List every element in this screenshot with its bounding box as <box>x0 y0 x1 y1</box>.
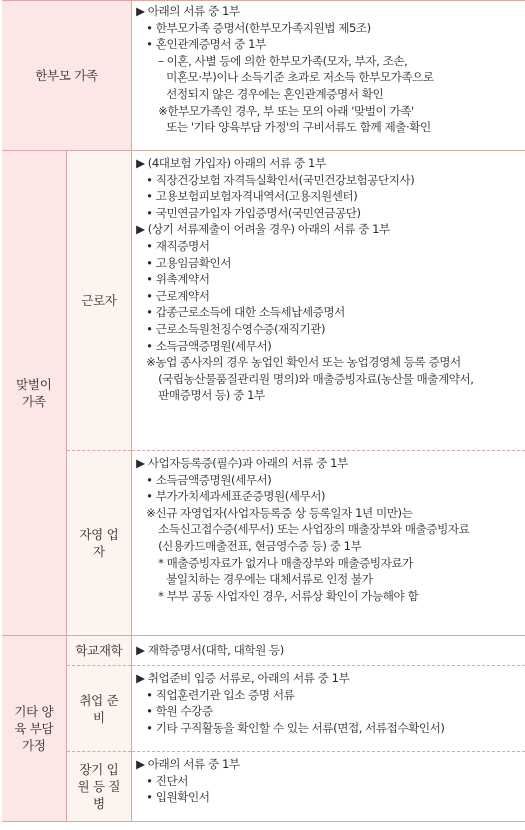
doc-line: • 재직증명서 <box>146 238 210 253</box>
subcategory-job-prep: 취업 준비 <box>66 666 131 752</box>
subcategory-worker: 근로자 <box>66 151 131 451</box>
doc-line: • 직장건강보험 자격득실확인서(국민건강보험공단지사) <box>146 172 415 187</box>
subcategory-self-employed: 자영 업자 <box>66 451 131 636</box>
category-other-burden: 기타 양육 부담 가정 <box>2 636 66 822</box>
doc-line: • 소득금액증명원(세무서) <box>146 472 272 487</box>
doc-line: ※한부모가족인 경우, 부 또는 모의 아래 '맞벌이 가족' <box>158 103 414 118</box>
subcategory-hospital: 장기 입원 등 질병 <box>66 752 131 822</box>
doc-line: • 근로계약서 <box>146 288 210 303</box>
doc-line: * 부부 공동 사업자인 경우, 서류상 확인이 가능해야 함 <box>158 588 419 603</box>
doc-line: • 한부모가족 증명서(한부모가족지원법 제5조) <box>146 20 371 35</box>
doc-line: • 근로소득원천징수영수증(재직기관) <box>146 321 326 336</box>
doc-line: 미혼모·부)이나 소득기준 초과로 저소득 한부모가족으로 <box>166 70 434 85</box>
doc-line: (신용카드매출전표, 현금영수증 등) 중 1부 <box>158 538 362 553</box>
doc-line: 또는 '기타 양육부담 가정'의 구비서류도 함께 제출·확인 <box>166 120 431 135</box>
job-prep-content <box>132 666 525 752</box>
doc-line: ▶ 재학증명서(대학, 대학원 등) <box>136 643 284 658</box>
doc-line: • 소득금액증명원(세무서) <box>146 338 272 353</box>
doc-line: • 진단서 <box>146 773 188 788</box>
doc-line: • 입원확인서 <box>146 790 210 805</box>
doc-line: ※농업 종사자의 경우 농업인 확인서 또는 농업경영체 등록 증명서 <box>146 355 461 370</box>
school-content <box>132 636 525 666</box>
doc-line: 판매증명서 등) 중 1부 <box>158 388 265 403</box>
document-table <box>2 0 525 822</box>
doc-line: • 고용보험피보험자격내역서(고용지원센터) <box>146 189 358 204</box>
doc-line: • 위촉계약서 <box>146 272 210 287</box>
doc-line: 선정되지 않은 경우에는 혼인관계증명서 확인 <box>166 86 384 101</box>
doc-line: ▶ 사업자등록증(필수)과 아래의 서류 중 1부 <box>136 456 348 470</box>
doc-line: • 직업훈련기관 입소 증명 서류 <box>146 687 295 702</box>
doc-line: • 갑종근로소득에 대한 소득세납세증명서 <box>146 305 345 320</box>
doc-line: • 학원 수강증 <box>146 704 213 719</box>
doc-line: • 기타 구직활동을 확인할 수 있는 서류(면접, 서류접수확인서) <box>146 720 445 735</box>
doc-line: 소득신고접수증(세무서) 또는 사업장의 매출장부와 매출증빙자료 <box>158 522 470 537</box>
doc-line: • 혼인관계증명서 중 1부 <box>146 37 266 52</box>
worker-content <box>132 151 525 451</box>
hospital-content <box>132 752 525 822</box>
doc-line: • 고용임금확인서 <box>146 255 231 270</box>
category-single-parent: 한부모 가족 <box>2 1 132 151</box>
single-parent-content <box>132 1 525 151</box>
doc-line: 불일치하는 경우에는 대체서류로 인정 불가 <box>166 572 373 587</box>
doc-line: ▶ 아래의 서류 중 1부 <box>136 757 240 771</box>
doc-line: • 국민연금가입자 가입증명서(국민연금공단) <box>146 205 361 220</box>
doc-line: * 매출증빙자료가 없거나 매출장부와 매출증빙자료가 <box>158 555 413 570</box>
doc-line: – 이혼, 사별 등에 의한 한부모가족(모자, 부자, 조손, <box>158 53 408 68</box>
doc-line: ▶ 취업준비 입증 서류로, 아래의 서류 중 1부 <box>136 671 350 685</box>
doc-line: ▶ (4대보험 가입자) 아래의 서류 중 1부 <box>136 156 326 170</box>
doc-line: • 부가가치세과세표준증명원(세무서) <box>146 489 326 504</box>
doc-line: ▶ (상기 서류제출이 어려울 경우) 아래의 서류 중 1부 <box>136 222 390 237</box>
doc-line: ※신규 자영업자(사업자등록증 상 등록일자 1년 미만)는 <box>146 505 413 520</box>
doc-line: (국립농산물품질관리원 명의)와 매출증빙자료(농산물 매출계약서, <box>158 371 474 386</box>
doc-line: ▶ 아래의 서류 중 1부 <box>136 4 240 18</box>
category-dual-income: 맞벌이 가족 <box>2 151 66 636</box>
self-employed-content <box>132 451 525 636</box>
requirements-table <box>2 0 525 822</box>
subcategory-school: 학교재학 <box>66 636 131 666</box>
